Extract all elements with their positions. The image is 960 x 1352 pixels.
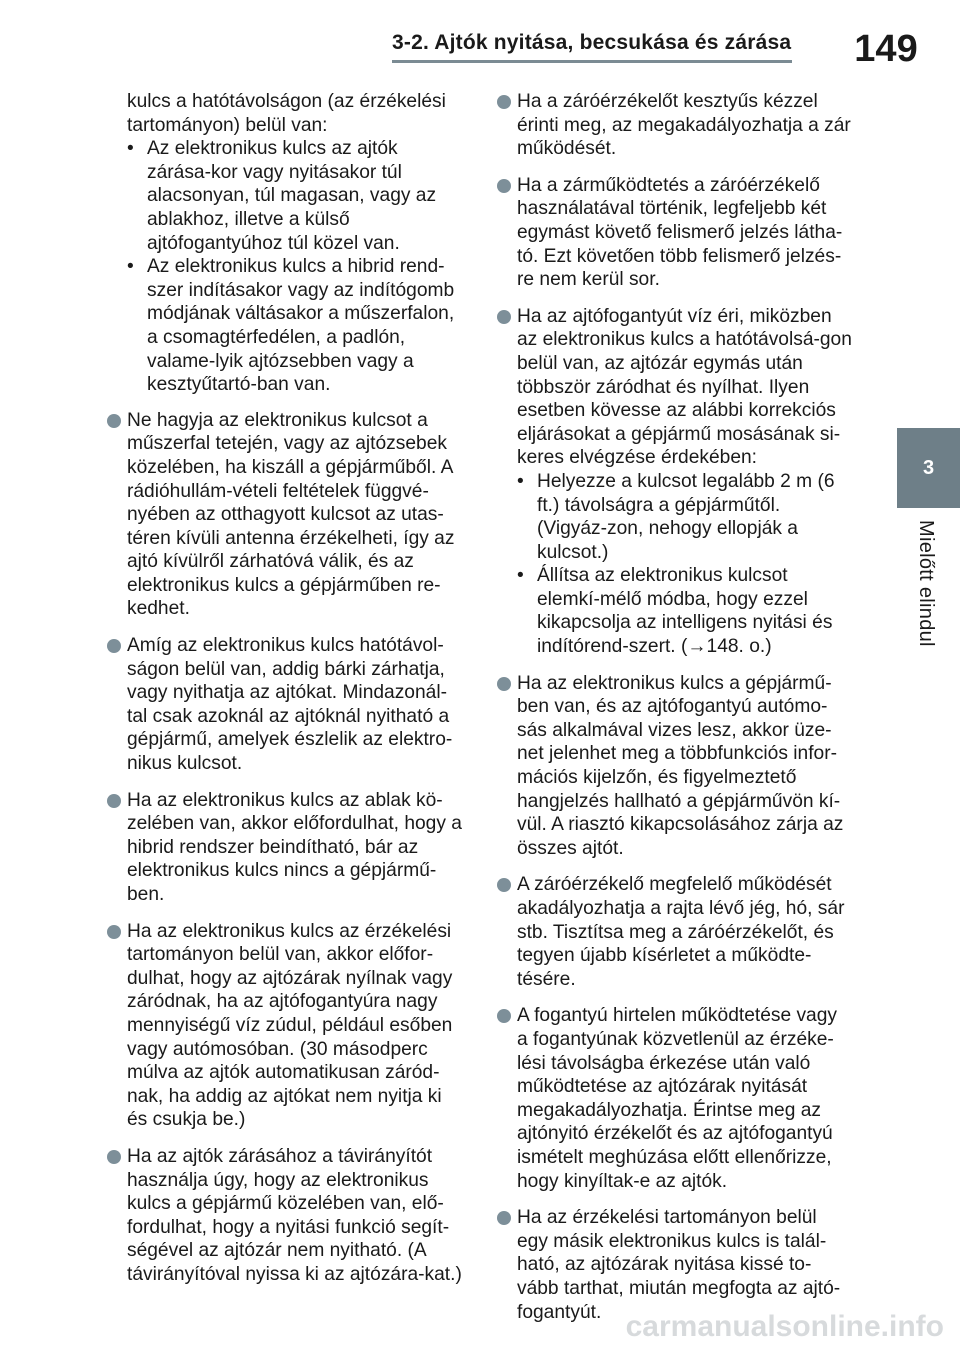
intro-subitem — [107, 137, 462, 255]
sub-bullet-mark: • — [517, 470, 524, 492]
section-title: 3-2. Ajtók nyitása, becsukása és zárása — [392, 31, 792, 54]
water-subitem-text: Állítsa az elektronikus kulcsot elemkí-mélő módba, hogy ezzel kikapcsolja az intelligens nyitási és indítórend-szert. (→148. o.) — [537, 565, 833, 658]
bullet-dot-icon — [497, 878, 511, 892]
list-item-text: Ha a záróérzékelőt kesztyűs kézzel érinti meg, az megakadályozhatja a zár működését. — [517, 91, 851, 160]
header-rule — [392, 60, 792, 63]
list-item-text: A fogantyú hirtelen működtetése vagy a fogantyúnak közvetlenül az érzéke-lési távolságba érkezése után való működtetése az ajtózárak nyitását megakadályozhatja. Érintse meg az ajtónyitó érzékelőt és az ajtófogantyú ismételt meghúzása előtt ellenőrizze, hogy kinyíltak-e az ajtók. — [517, 1005, 837, 1192]
bullet-dot-icon — [107, 639, 121, 653]
chapter-label: Mielőtt elindul — [915, 520, 937, 647]
bullet-dot-icon — [497, 310, 511, 324]
list-item — [497, 174, 852, 292]
bullet-dot-icon — [497, 179, 511, 193]
list-item — [107, 1145, 462, 1287]
list-item-text: Ha az elektronikus kulcs az érzékelési tartományon belül van, akkor előfor-dulhat, hogy az ajtózárak nyílnak vagy záródnak, ha az ajtófogantyúra nagy mennyiségű víz zúdul, például esőben vagy autómosóban. (30 másodperc múlva az ajtók automatikusan záród-nak, ha addig az ajtókat nem nyitja ki és csukja be.) — [127, 920, 453, 1131]
bullet-dot-icon — [107, 794, 121, 808]
water-subitem-text: Helyezze a kulcsot legalább 2 m (6 ft.) távolságra a gépjárműtől. (Vigyáz-zon, nehogy ellopják a kulcsot.) — [537, 470, 835, 563]
list-item — [107, 409, 462, 621]
intro-subitem-text: Az elektronikus kulcs a hibrid rend-szer indításakor vagy az indítógomb módjának váltásakor a műszerfalon, a csomagtérfedélen, a padlón, valame-lyik ajtózsebben vagy a kesztyűtartó-ban van. — [147, 256, 455, 396]
bullet-dot-icon — [497, 677, 511, 691]
water-subitem — [517, 470, 852, 564]
intro-block — [107, 90, 462, 397]
list-item — [497, 873, 852, 991]
list-item-text: Ha a zárműködtetés a záróérzékelő használatával történik, legfeljebb két egymást követő felismerő jelzés látha-tó. Ezt követően több felismerő jelzés-re nem kerül sor. — [517, 174, 843, 291]
list-item — [497, 1004, 852, 1193]
left-column — [107, 90, 462, 1300]
list-item — [107, 789, 462, 907]
list-item-text: Ha az érzékelési tartományon belül egy másik elektronikus kulcs is talál-ható, az ajtózárak nyitása kissé to-vább tarthat, miután megfogta az ajtó-fogantyút. — [517, 1207, 841, 1323]
list-item-text: A záróérzékelő megfelelő működését akadályozhatja a rajta lévő jég, hó, sár stb. Tisztítsa meg a záróérzékelőt, és tegyen újabb kísérletet a működte-tésére. — [517, 874, 845, 990]
page-number: 149 — [854, 27, 918, 70]
chapter-tab: 3 — [897, 428, 960, 508]
list-item-text: Ha az elektronikus kulcs az ablak kö-zelében van, akkor előfordulhat, hogy a hibrid rendszer beindítható, bár az elektronikus kulcs nincs a gépjármű-ben. — [127, 789, 462, 905]
sub-bullet-mark: • — [517, 565, 524, 587]
list-item — [497, 90, 852, 161]
list-item-text: Ha az ajtók zárásához a távirányítót használja úgy, hogy az elektronikus kulcs a gépjármű közelében van, elő-fordulhat, hogy a nyitási funkció segít-ségével az ajtózár nem nyitható. (A távirányítóval nyissa ki az ajtózára-kat.) — [127, 1145, 462, 1285]
right-column — [497, 90, 852, 1337]
list-item — [107, 920, 462, 1132]
intro-subitem — [107, 255, 462, 397]
list-item-text: Amíg az elektronikus kulcs hatótávol-ságon belül van, addig bárki zárhatja, vagy nyithatja az ajtókat. Mindazonál-tal csak azoknál az ajtóknál nyitható a gépjármű, amelyek észlelik az elektro-nikus kulcsot. — [127, 635, 453, 775]
bullet-dot-icon — [497, 1009, 511, 1023]
list-item-text: Ne hagyja az elektronikus kulcsot a műszerfal tetején, vagy az ajtózsebek közelében, ha kiszáll a gépjárműből. A rádióhullám-vételi feltételek függvé-nyében az otthagyott kulcsot az utas-téren kívüli antenna érzékelheti, így az ajtó kívülről zárhatóvá válik, és az elektronikus kulcs a gépjárműben re-kedhet. — [127, 409, 455, 620]
bullet-dot-icon — [107, 414, 121, 428]
list-item — [107, 634, 462, 776]
sub-bullet-mark: • — [127, 256, 134, 278]
intro-subitem-text: Az elektronikus kulcs az ajtók zárása-kor vagy nyitásakor túl alacsonyan, túl magasan, vagy az ablakhoz, illetve a külső ajtófogantyúhoz túl közel van. — [147, 138, 437, 254]
list-item — [497, 672, 852, 861]
bullet-dot-icon — [107, 925, 121, 939]
bullet-dot-icon — [497, 95, 511, 109]
water-subitem — [517, 564, 852, 658]
intro-continuation: kulcs a hatótávolságon (az érzékelési tartományon) belül van: — [127, 91, 446, 136]
list-item-text: Ha az ajtófogantyút víz éri, miközben az elektronikus kulcs a hatótávolsá-gon belül van, az ajtózár egymás után többször záródhat és nyílhat. Ilyen esetben kövesse az alábbi korrekciós eljárásokat a gépjármű mosásának si-keres elvégzése érdekében: — [517, 305, 852, 469]
list-item-water — [497, 305, 852, 659]
bullet-dot-icon — [497, 1211, 511, 1225]
sub-bullet-mark: • — [127, 138, 134, 160]
list-item — [497, 1206, 852, 1324]
list-item-text: Ha az elektronikus kulcs a gépjármű-ben van, és az ajtófogantyú autómo-sás alkalmával vizes lesz, akkor üze-net jelenhet meg a többfunkciós infor-mációs kijelzőn, és figyelmeztető hangjelzés hallható a gépjárművön kí-vül. A riasztó kikapcsolásához zárja az összes ajtót. — [517, 672, 844, 859]
bullet-dot-icon — [107, 1150, 121, 1164]
watermark: carmanualsonline.info — [625, 1310, 944, 1343]
